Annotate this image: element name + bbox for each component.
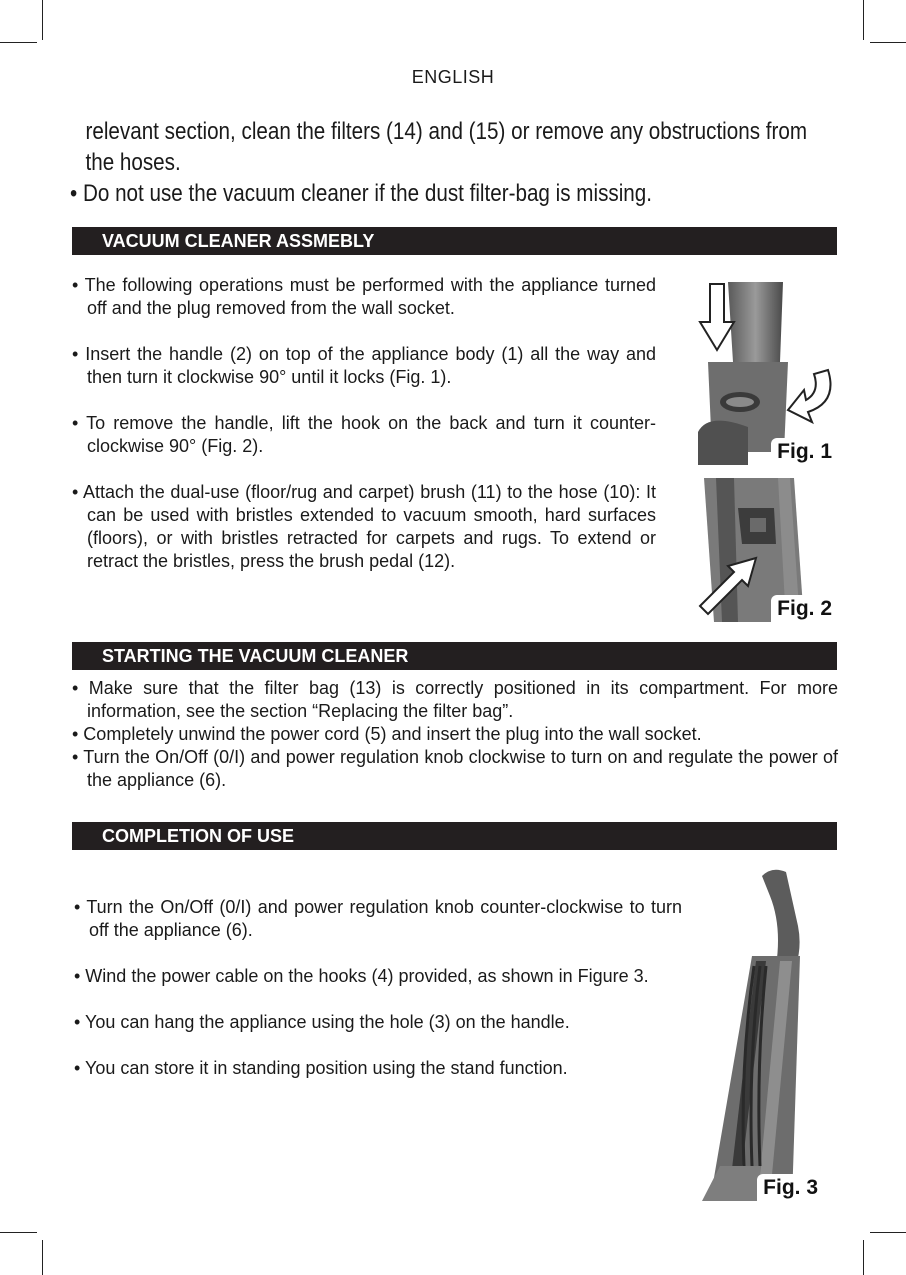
figure-3-stored-appliance bbox=[700, 866, 838, 1201]
list-item: • The following operations must be performed with the appliance turned off and the plug removed from the wall socket. bbox=[72, 275, 656, 318]
list-item: • Turn the On/Off (0/I) and power regulation knob clockwise to turn on and regulate the power of the appliance (6). bbox=[72, 747, 838, 790]
list-item: • Completely unwind the power cord (5) and insert the plug into the wall socket. bbox=[72, 724, 702, 744]
list-item: • You can store it in standing position using the stand function. bbox=[74, 1058, 568, 1078]
figure-1-handle-insert bbox=[688, 282, 838, 465]
crop-mark bbox=[863, 1240, 864, 1275]
crop-mark bbox=[870, 42, 906, 43]
intro-line: the hoses. bbox=[85, 149, 181, 176]
section-heading-completion: COMPLETION OF USE bbox=[72, 822, 837, 850]
completion-list bbox=[74, 896, 682, 1080]
assembly-list bbox=[72, 274, 656, 573]
crop-mark bbox=[870, 1232, 906, 1233]
list-item: • Make sure that the filter bag (13) is correctly positioned in its compartment. For more information, see the section “Replacing the filter bag”. bbox=[72, 678, 838, 721]
page-language-header: ENGLISH bbox=[411, 67, 495, 87]
figure-3-label: Fig. 3 bbox=[757, 1174, 824, 1201]
intro-line: relevant section, clean the filters (14) and (15) or remove any obstructions from bbox=[85, 118, 808, 145]
section-heading-starting: STARTING THE VACUUM CLEANER bbox=[72, 642, 837, 670]
crop-mark bbox=[0, 42, 37, 43]
crop-mark bbox=[0, 1232, 37, 1233]
starting-list bbox=[72, 677, 838, 792]
list-item: • Insert the handle (2) on top of the appliance body (1) all the way and then turn it clockwise 90° until it locks (Fig. 1). bbox=[72, 344, 656, 387]
list-item: • You can hang the appliance using the hole (3) on the handle. bbox=[74, 1012, 570, 1032]
list-item: • Wind the power cable on the hooks (4) provided, as shown in Figure 3. bbox=[74, 966, 649, 986]
section-heading-assembly: VACUUM CLEANER ASSMEBLY bbox=[72, 227, 837, 255]
crop-mark bbox=[42, 0, 43, 40]
list-item: • Turn the On/Off (0/I) and power regulation knob counter-clockwise to turn off the appliance (6). bbox=[74, 897, 682, 940]
crop-mark bbox=[863, 0, 864, 40]
figure-3-illustration bbox=[700, 866, 838, 1201]
intro-bullet: • Do not use the vacuum cleaner if the dust filter-bag is missing. bbox=[70, 180, 652, 207]
figure-2-label: Fig. 2 bbox=[771, 595, 838, 622]
list-item: • Attach the dual-use (floor/rug and carpet) brush (11) to the hose (10): It can be used with bristles extended to vacuum smooth, hard surfaces (floors), or with bristles retracted for carpets and rugs. To extend or retract the bristles, press the brush pedal (12). bbox=[72, 482, 656, 571]
list-item: • To remove the handle, lift the hook on the back and turn it counter-clockwise 90° (Fig. 2). bbox=[72, 413, 656, 456]
figure-1-label: Fig. 1 bbox=[771, 438, 838, 465]
intro-text bbox=[70, 116, 840, 209]
figure-2-handle-remove bbox=[694, 478, 838, 622]
crop-mark bbox=[42, 1240, 43, 1275]
